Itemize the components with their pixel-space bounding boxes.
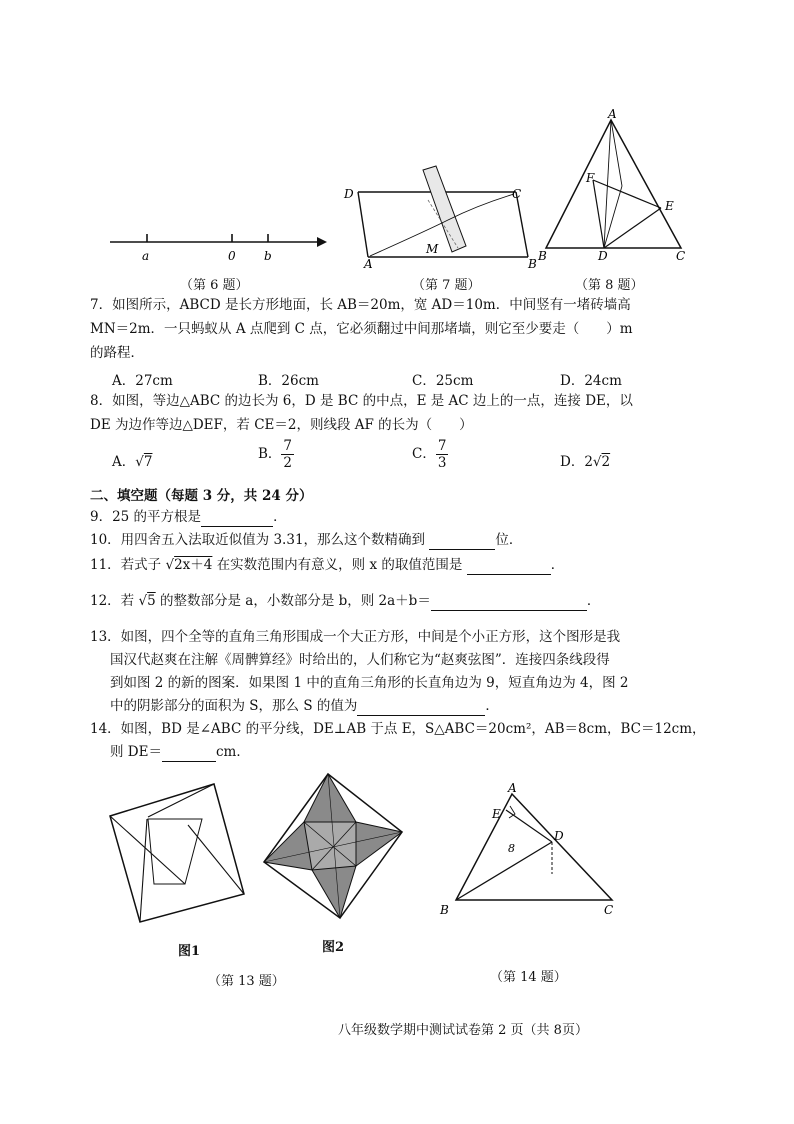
q14-line2: 则 DE＝ cm． bbox=[110, 744, 250, 760]
figure-8-caption: （第 8 题） bbox=[575, 278, 644, 293]
q7-option-c: C．25cm bbox=[412, 373, 474, 389]
q8-option-b: B． $\frac{7}{2}$ bbox=[258, 438, 293, 471]
q10-text: 10．用四舍五入法取近似值为 3.31，那么这个数精确到 位． bbox=[90, 532, 523, 548]
q7-line2: MN＝2m．一只蚂蚁从 A 点爬到 C 点，它必须翻过中间那堵墙，则它至少要走（ ）m bbox=[90, 321, 633, 337]
fig14-label-B: B bbox=[440, 903, 449, 917]
fig14-label-A: A bbox=[508, 782, 517, 795]
fig7-label-M: M bbox=[426, 242, 439, 256]
q7-line3: 的路程． bbox=[90, 345, 144, 361]
q12-radical: 5 bbox=[147, 593, 156, 609]
figure-14-triangle bbox=[436, 782, 626, 922]
figure-8-triangle bbox=[536, 108, 706, 268]
q11-text: 11．若式子 √2x＋4 在实数范围内有意义，则 x 的取值范围是 ． bbox=[90, 557, 565, 573]
q8-line1: 8．如图，等边△ABC 的边长为 6，D 是 BC 的中点，E 是 AC 边上的一点，连接 DE，以 bbox=[90, 393, 633, 409]
figure-13-diagram-1 bbox=[92, 770, 252, 930]
fig8-label-D: D bbox=[598, 249, 608, 263]
fig14-label-E: E bbox=[492, 807, 501, 821]
fig7-label-A: A bbox=[364, 257, 373, 270]
q8-option-a: A．√7 bbox=[112, 454, 153, 470]
fig8-label-C: C bbox=[676, 249, 686, 263]
figure-13-caption: （第 13 题） bbox=[208, 974, 285, 989]
q12-text: 12．若 √5 的整数部分是 a，小数部分是 b，则 2a＋b＝ ． bbox=[90, 593, 601, 609]
figure-13-label-fig1: 图1 bbox=[178, 944, 201, 959]
q13-line4: 中的阴影部分的面积为 S，那么 S 的值为 ． bbox=[110, 698, 499, 714]
fig8-label-B: B bbox=[538, 249, 547, 263]
figure-6-number-line bbox=[105, 222, 345, 267]
figure-14-caption: （第 14 题） bbox=[490, 970, 567, 985]
fig7-label-B: B bbox=[528, 257, 537, 270]
fig8-label-A: A bbox=[608, 108, 617, 121]
tick-label-b: b bbox=[264, 249, 272, 263]
figure-6-caption: （第 6 题） bbox=[180, 278, 249, 293]
q8-option-d: D．2√2 bbox=[560, 454, 611, 470]
fig14-label-C: C bbox=[604, 903, 614, 917]
q13-line1: 13．如图，四个全等的直角三角形围成一个大正方形，中间是个小正方形，这个图形是我 bbox=[90, 629, 621, 645]
q10-answer-blank[interactable] bbox=[429, 531, 495, 550]
tick-label-a: a bbox=[142, 249, 150, 263]
q8-option-c: C． $\frac{7}{3}$ bbox=[412, 438, 447, 471]
figure-13-diagram-2 bbox=[256, 770, 411, 925]
fig14-handwritten-mark: 8 bbox=[508, 842, 515, 855]
q11-answer-blank[interactable] bbox=[467, 556, 551, 575]
q7-option-a: A．27cm bbox=[112, 373, 173, 389]
fig7-label-C: C bbox=[512, 187, 522, 201]
q7-option-b: B．26cm bbox=[258, 373, 319, 389]
fig8-label-F: F bbox=[586, 171, 595, 185]
q12-answer-blank[interactable] bbox=[431, 592, 587, 611]
q13-line2: 国汉代赵爽在注解《周髀算经》时给出的，人们称它为“赵爽弦图”．连接四条线段得 bbox=[110, 652, 610, 668]
q8-line2: DE 为边作等边△DEF，若 CE＝2，则线段 AF 的长为（ ） bbox=[90, 417, 473, 433]
q7-option-d: D．24cm bbox=[560, 373, 622, 389]
figure-7-wall-diagram bbox=[338, 160, 548, 270]
section-2-title: 二、填空题（每题 3 分，共 24 分） bbox=[90, 488, 313, 504]
q11-radical: 2x＋4 bbox=[174, 557, 213, 573]
q9-text: 9．25 的平方根是 ． bbox=[90, 509, 287, 525]
figure-13-label-fig2: 图2 bbox=[322, 940, 345, 955]
fig8-label-E: E bbox=[665, 199, 674, 213]
q13-line3: 到如图 2 的新的图案．如果图 1 中的直角三角形的长直角边为 9，短直角边为 4，图 2 bbox=[110, 675, 629, 691]
fig14-label-D: D bbox=[554, 829, 564, 843]
q7-line1: 7．如图所示，ABCD 是长方形地面，长 AB＝20m，宽 AD＝10m．中间竖有一堵砖墙高 bbox=[90, 297, 631, 313]
fig7-label-D: D bbox=[344, 187, 354, 201]
figure-7-caption: （第 7 题） bbox=[412, 278, 481, 293]
page-footer: 八年级数学期中测试试卷第 2 页（共 8页） bbox=[338, 1023, 588, 1038]
q14-answer-blank[interactable] bbox=[162, 743, 216, 762]
q14-line1: 14．如图，BD 是∠ABC 的平分线，DE⊥AB 于点 E，S△ABC＝20cm²，AB＝8cm，BC＝12cm， bbox=[90, 721, 706, 737]
tick-label-0: 0 bbox=[228, 249, 236, 263]
q13-answer-blank[interactable] bbox=[357, 697, 485, 716]
q9-answer-blank[interactable] bbox=[201, 508, 273, 527]
q8-option-a-radicand: 7 bbox=[143, 454, 153, 470]
